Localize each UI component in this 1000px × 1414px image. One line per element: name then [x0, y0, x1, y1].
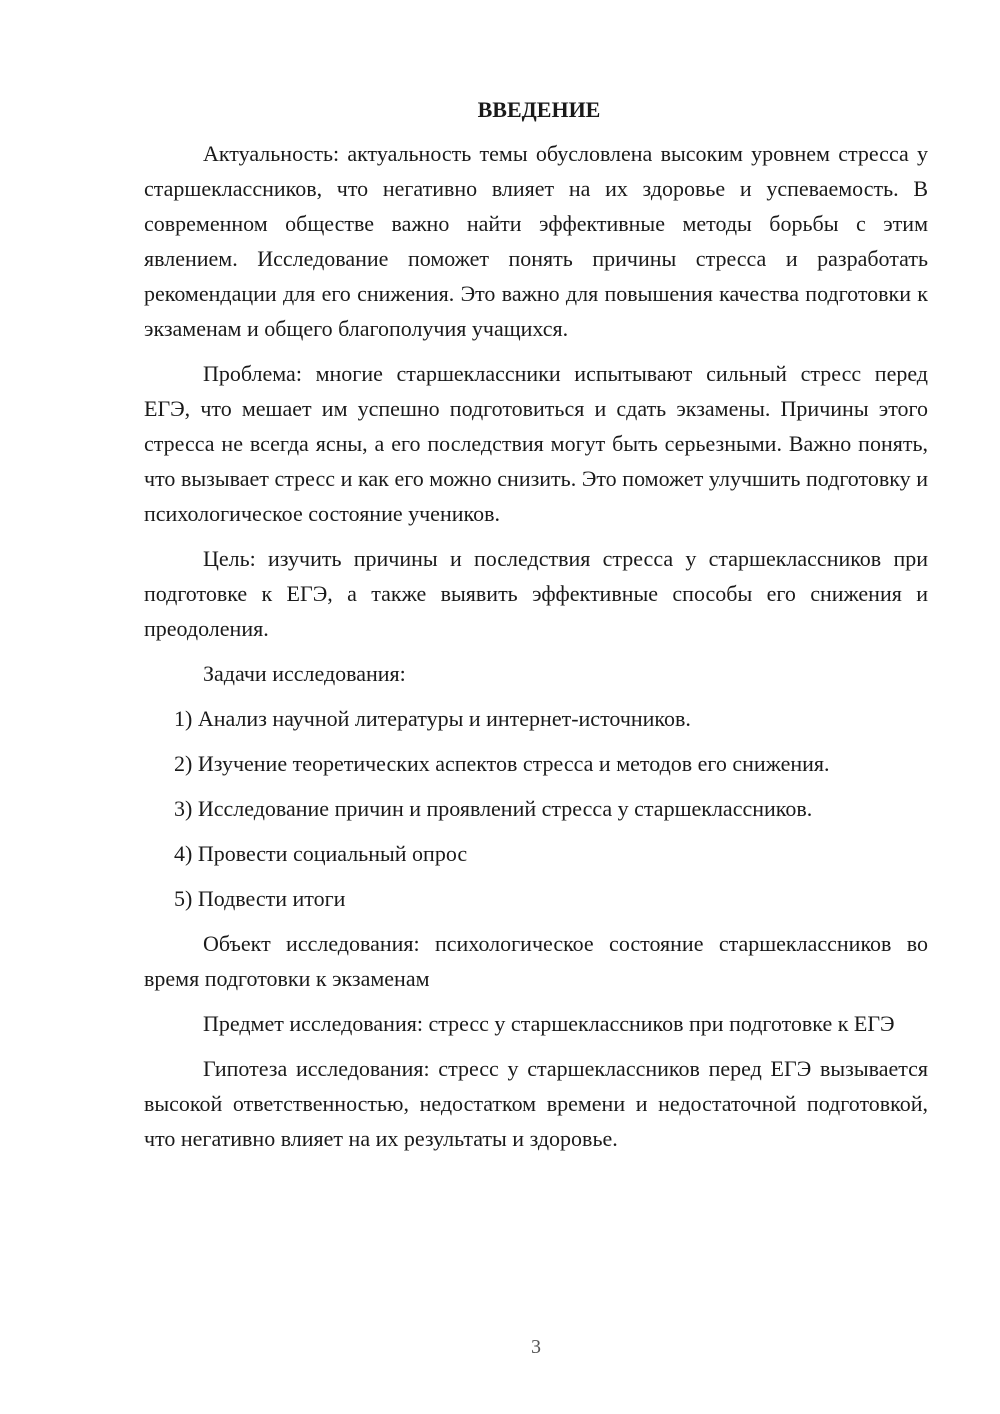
tasks-heading: Задачи исследования: — [203, 661, 406, 686]
task-item: 3) Исследование причин и проявлений стресса у старшеклассников. — [174, 796, 813, 821]
task-item: 4) Провести социальный опрос — [174, 841, 468, 866]
task-item: 5) Подвести итоги — [174, 886, 346, 911]
problem-paragraph: Проблема: многие старшеклассники испытывают сильный стресс перед ЕГЭ, что мешает им успешно подготовиться и сдать экзамены. Причины этого стресса не всегда ясны, а его последствия могут быть серьезными. Важно понять, что вызывает стресс и как его можно снизить. Это поможет улучшить подготовку и психологическое состояние учеников. — [144, 361, 928, 526]
document-page — [144, 92, 928, 1166]
page-title: ВВЕДЕНИЕ — [477, 97, 601, 122]
subject-paragraph: Предмет исследования: стресс у старшеклассников при подготовке к ЕГЭ — [203, 1011, 895, 1036]
page-number: 3 — [531, 1336, 541, 1358]
object-paragraph: Объект исследования: психологическое состояние старшеклассников во время подготовки к экзаменам — [144, 931, 928, 991]
task-item: 1) Анализ научной литературы и интернет-источников. — [174, 706, 691, 731]
hypothesis-paragraph: Гипотеза исследования: стресс у старшеклассников перед ЕГЭ вызывается высокой ответственностью, недостатком времени и недостаточной подготовкой, что негативно влияет на их результаты и здоровье. — [144, 1056, 928, 1151]
task-item: 2) Изучение теоретических аспектов стресса и методов его снижения. — [174, 751, 830, 776]
goal-paragraph: Цель: изучить причины и последствия стресса у старшеклассников при подготовке к ЕГЭ, а также выявить эффективные способы его снижения и преодоления. — [144, 546, 928, 641]
tasks-list — [144, 701, 928, 916]
relevance-paragraph: Актуальность: актуальность темы обусловлена высоким уровнем стресса у старшеклассников, что негативно влияет на их здоровье и успеваемость. В современном обществе важно найти эффективные методы борьбы с этим явлением. Исследование поможет понять причины стресса и разработать рекомендации для его снижения. Это важно для повышения качества подготовки к экзаменам и общего благополучия учащихся. — [144, 141, 928, 341]
